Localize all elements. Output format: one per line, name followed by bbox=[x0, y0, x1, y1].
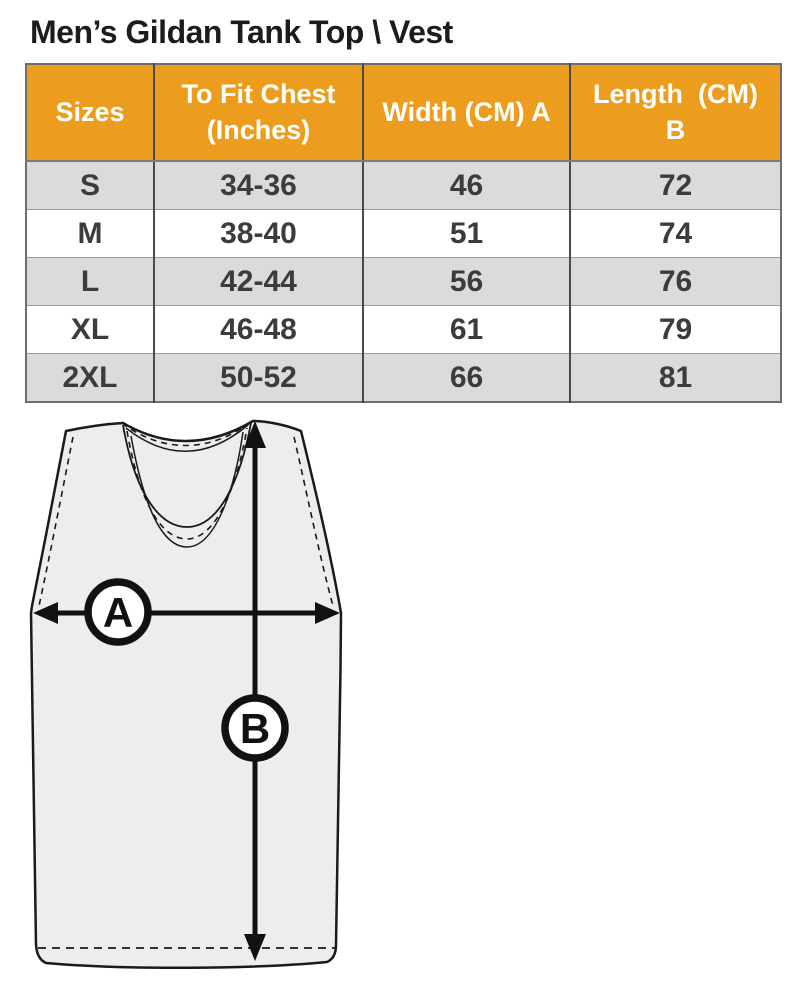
chest-cell: 46-48 bbox=[154, 306, 363, 354]
header-sizes bbox=[26, 64, 154, 161]
width-cell: 46 bbox=[363, 161, 570, 210]
width-cell: 56 bbox=[363, 258, 570, 306]
header-line: Width (CM) A bbox=[382, 96, 551, 127]
table-row-l bbox=[26, 258, 781, 306]
tank-top-sketch bbox=[0, 400, 400, 985]
length-cell: 79 bbox=[570, 306, 781, 354]
tank-top-diagram bbox=[0, 400, 400, 985]
length-cell: 72 bbox=[570, 161, 781, 210]
label-a-text: A bbox=[102, 589, 134, 636]
size-chart-header bbox=[26, 64, 781, 161]
header-chest bbox=[154, 64, 363, 161]
header-line: To Fit Chest bbox=[181, 79, 336, 110]
table-row-m bbox=[26, 210, 781, 258]
chest-cell: 34-36 bbox=[154, 161, 363, 210]
header-line: (Inches) bbox=[206, 114, 311, 145]
table-row-2xl bbox=[26, 354, 781, 403]
width-cell: 51 bbox=[363, 210, 570, 258]
size-cell: L bbox=[26, 258, 154, 306]
header-line: Sizes bbox=[55, 96, 125, 127]
label-a-badge bbox=[88, 582, 148, 642]
page-title: Men’s Gildan Tank Top \ Vest bbox=[30, 14, 453, 50]
size-chart-table bbox=[25, 63, 782, 403]
header-line: Length (CM) bbox=[593, 79, 758, 110]
label-b-badge bbox=[225, 698, 285, 758]
chest-cell: 38-40 bbox=[154, 210, 363, 258]
header-width bbox=[363, 64, 570, 161]
table-row-xl bbox=[26, 306, 781, 354]
width-cell: 66 bbox=[363, 354, 570, 403]
label-b-text: B bbox=[239, 705, 271, 752]
tank-outline bbox=[31, 421, 341, 968]
length-cell: 76 bbox=[570, 258, 781, 306]
header-length bbox=[570, 64, 781, 161]
table-row-s bbox=[26, 161, 781, 210]
length-cell: 81 bbox=[570, 354, 781, 403]
length-cell: 74 bbox=[570, 210, 781, 258]
size-cell: 2XL bbox=[26, 354, 154, 403]
chest-cell: 42-44 bbox=[154, 258, 363, 306]
size-cell: S bbox=[26, 161, 154, 210]
header-line: B bbox=[665, 114, 686, 145]
size-cell: XL bbox=[26, 306, 154, 354]
width-cell: 61 bbox=[363, 306, 570, 354]
chest-cell: 50-52 bbox=[154, 354, 363, 403]
size-cell: M bbox=[26, 210, 154, 258]
